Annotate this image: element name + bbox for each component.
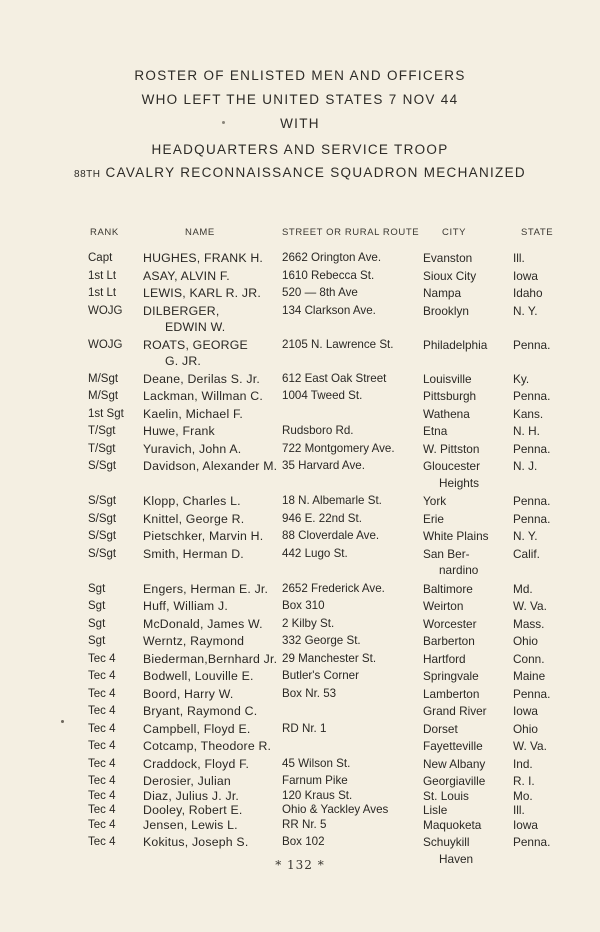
street-cell: 1610 Rebecca St. <box>282 268 375 282</box>
street-cell: 332 George St. <box>282 634 361 647</box>
rank-cell: S/Sgt <box>88 495 117 507</box>
table-row <box>0 285 600 303</box>
name-text: Bryant, Raymond C. <box>143 704 258 718</box>
city-text: Springvale <box>423 669 479 683</box>
rank-cell: Tec 4 <box>88 757 116 770</box>
rank-cell: Capt <box>88 252 113 264</box>
state-cell: N. H. <box>513 424 540 438</box>
name-text: Davidson, Alexander M. <box>143 459 278 473</box>
table-row <box>0 721 600 739</box>
state-cell: N. Y. <box>513 529 538 543</box>
header-state: STATE <box>521 227 554 238</box>
name-text: HUGHES, FRANK H. <box>143 251 264 265</box>
name-cell <box>143 423 281 440</box>
city-text: St. Louis <box>423 788 469 803</box>
rank-cell: M/Sgt <box>88 390 119 402</box>
city-text: Baltimore <box>423 581 473 596</box>
rank-cell: Tec 4 <box>88 740 116 752</box>
city-text: Pittsburgh <box>423 389 477 403</box>
roster-title-line-1: ROSTER OF ENLISTED MEN AND OFFICERS <box>134 68 466 83</box>
city-text: Maquoketa <box>423 817 482 832</box>
city-cell <box>423 441 515 458</box>
city-text: Schuykill <box>423 835 470 849</box>
state-cell: Iowa <box>513 268 538 283</box>
street-cell: RD Nr. 1 <box>282 721 327 735</box>
table-row <box>0 668 600 686</box>
name-cell <box>143 406 281 423</box>
rank-cell: Sgt <box>88 635 106 647</box>
state-cell: Ohio <box>513 721 538 736</box>
name-text: Biederman,Bernhard Jr. <box>143 651 278 666</box>
state-cell: Ind. <box>513 756 533 771</box>
city-text: New Albany <box>423 756 486 771</box>
city-text: Fayetteville <box>423 739 483 753</box>
table-row <box>0 458 600 493</box>
street-cell: 88 Cloverdale Ave. <box>282 529 380 542</box>
state-cell: Mass. <box>513 616 545 631</box>
street-cell: 2662 Orington Ave. <box>282 251 382 264</box>
table-row <box>0 633 600 651</box>
table-row <box>0 511 600 529</box>
rank-cell: 1st Lt <box>88 287 117 299</box>
city-cell <box>423 303 515 320</box>
city-text: Louisville <box>423 371 472 386</box>
name-text: Knittel, George R. <box>143 511 245 526</box>
name-text: ASAY, ALVIN F. <box>143 268 230 283</box>
rank-cell: Sgt <box>88 617 106 630</box>
street-cell: 2 Kilby St. <box>282 616 335 630</box>
city-cell <box>423 686 515 703</box>
street-cell: 722 Montgomery Ave. <box>282 441 395 455</box>
city-cell <box>423 598 515 615</box>
state-cell: Penna. <box>513 494 551 508</box>
table-row <box>0 268 600 286</box>
table-row <box>0 528 600 546</box>
name-cell <box>143 703 281 720</box>
name-cell <box>143 528 281 545</box>
name-cell <box>143 834 281 851</box>
city-cell <box>423 511 515 528</box>
rank-cell: Tec 4 <box>88 804 116 816</box>
table-row <box>0 388 600 406</box>
city-cell <box>423 371 515 388</box>
name-text: Deane, Derilas S. Jr. <box>143 371 260 386</box>
name-text: Boord, Harry W. <box>143 686 234 701</box>
street-cell: 18 N. Albemarle St. <box>282 494 382 507</box>
rank-cell: Tec 4 <box>88 705 116 717</box>
name-text: ROATS, GEORGE <box>143 337 248 352</box>
city-cell <box>423 285 515 302</box>
state-cell: Iowa <box>513 817 538 832</box>
unit-number: 88TH <box>74 169 101 180</box>
city-text: Sioux City <box>423 268 477 283</box>
street-cell: 35 Harvard Ave. <box>282 459 365 472</box>
city-text: Wathena <box>423 406 470 421</box>
city-text: Hartford <box>423 651 466 666</box>
city-cell <box>423 756 515 773</box>
city-cell <box>423 268 515 285</box>
city-text-continued: nardino <box>439 563 479 577</box>
city-cell <box>423 423 515 440</box>
state-cell: Penna. <box>513 835 551 849</box>
city-cell <box>423 703 515 720</box>
table-row <box>0 686 600 704</box>
table-row <box>0 406 600 424</box>
street-cell: 29 Manchester St. <box>282 651 377 665</box>
table-row <box>0 493 600 511</box>
city-cell <box>423 633 515 650</box>
state-cell: Penna. <box>513 389 551 403</box>
name-text: Dooley, Robert E. <box>143 803 243 817</box>
state-cell: Ky. <box>513 371 530 386</box>
street-cell: 520 — 8th Ave <box>282 286 358 299</box>
table-row <box>0 703 600 721</box>
table-row <box>0 788 600 803</box>
rank-cell: S/Sgt <box>88 547 117 560</box>
city-text: Etna <box>423 424 448 438</box>
name-cell <box>143 581 281 598</box>
table-row <box>0 817 600 835</box>
street-cell: 946 E. 22nd St. <box>282 511 362 525</box>
state-cell: W. Va. <box>513 739 547 753</box>
city-cell <box>423 668 515 685</box>
city-text: Nampa <box>423 286 462 300</box>
state-cell: Idaho <box>513 286 543 300</box>
header-rank: RANK <box>90 227 119 238</box>
table-row <box>0 423 600 441</box>
state-cell: Calif. <box>513 546 540 561</box>
city-cell <box>423 721 515 738</box>
rank-cell: M/Sgt <box>88 372 119 385</box>
name-text: Pietschker, Marvin H. <box>143 529 264 543</box>
city-cell <box>423 546 515 579</box>
name-cell <box>143 546 281 563</box>
table-row <box>0 651 600 669</box>
street-cell: 134 Clarkson Ave. <box>282 303 376 317</box>
name-cell <box>143 285 281 302</box>
roster-title-line-5 <box>0 165 600 180</box>
table-row <box>0 581 600 599</box>
state-cell: Penna. <box>513 337 551 352</box>
name-cell <box>143 756 281 773</box>
name-text: Campbell, Floyd E. <box>143 721 251 736</box>
table-row <box>0 250 600 268</box>
name-text-continued: G. JR. <box>165 354 202 368</box>
city-cell <box>423 388 515 405</box>
table-row <box>0 616 600 634</box>
header-city: CITY <box>442 227 467 238</box>
city-text: Georgiaville <box>423 774 486 788</box>
street-cell: 1004 Tweed St. <box>282 389 363 402</box>
name-text: Jensen, Lewis L. <box>143 817 238 832</box>
rank-cell: WOJG <box>88 338 123 351</box>
rank-cell: Sgt <box>88 582 106 595</box>
city-text: Lisle <box>423 803 448 817</box>
name-text: Diaz, Julius J. Jr. <box>143 788 240 803</box>
city-text: York <box>423 494 447 508</box>
name-text: McDonald, James W. <box>143 616 263 631</box>
name-cell <box>143 250 281 267</box>
city-text: Worcester <box>423 616 477 631</box>
table-row <box>0 371 600 389</box>
state-cell: Penna. <box>513 686 551 701</box>
rank-cell: Tec 4 <box>88 687 116 700</box>
city-text: Lamberton <box>423 686 480 701</box>
state-cell: Md. <box>513 581 533 596</box>
name-cell <box>143 721 281 738</box>
city-text: Erie <box>423 511 444 526</box>
state-cell: Mo. <box>513 788 533 803</box>
rank-cell: Tec 4 <box>88 775 116 787</box>
state-cell: Kans. <box>513 406 544 421</box>
state-cell: Ill. <box>513 251 525 265</box>
rank-cell: Tec 4 <box>88 670 116 682</box>
city-text: San Ber- <box>423 546 470 561</box>
city-cell <box>423 616 515 633</box>
city-text-continued: Heights <box>439 475 479 490</box>
rank-cell: T/Sgt <box>88 442 116 455</box>
name-cell <box>143 511 281 528</box>
state-cell: Penna. <box>513 441 551 456</box>
city-text: Philadelphia <box>423 337 488 352</box>
table-row <box>0 441 600 459</box>
margin-mark <box>61 720 64 723</box>
rank-cell: Tec 4 <box>88 836 116 848</box>
header-name: NAME <box>185 227 215 238</box>
roster-title-line-4: HEADQUARTERS AND SERVICE TROOP <box>151 142 449 157</box>
city-text: Dorset <box>423 721 458 736</box>
rank-cell: Tec 4 <box>88 652 116 665</box>
name-text: Craddock, Floyd F. <box>143 756 250 771</box>
state-cell: N. J. <box>513 459 538 473</box>
city-cell <box>423 528 515 545</box>
state-cell: Ohio <box>513 634 538 648</box>
roster-title-line-3: WITH <box>280 116 320 131</box>
name-cell <box>143 458 281 475</box>
rank-cell: 1st Sgt <box>88 407 124 420</box>
state-cell: Penna. <box>513 511 551 526</box>
name-cell <box>143 616 281 633</box>
table-row <box>0 802 600 817</box>
street-cell: 45 Wilson St. <box>282 756 351 770</box>
rank-cell: Tec 4 <box>88 722 116 735</box>
name-text-continued: EDWIN W. <box>165 320 226 334</box>
city-text: Brooklyn <box>423 303 469 318</box>
city-cell <box>423 458 515 491</box>
name-cell <box>143 388 281 405</box>
name-cell <box>143 303 281 336</box>
name-text: Werntz, Raymond <box>143 634 245 648</box>
city-cell <box>423 817 515 834</box>
name-text: DILBERGER, <box>143 303 220 318</box>
city-cell <box>423 581 515 598</box>
street-cell: Butler's Corner <box>282 669 359 682</box>
state-cell: W. Va. <box>513 599 547 613</box>
city-cell <box>423 337 515 354</box>
state-cell: Conn. <box>513 651 545 666</box>
state-cell: R. I. <box>513 774 535 788</box>
name-text: Kaelin, Michael F. <box>143 406 243 421</box>
name-cell <box>143 371 281 388</box>
page-number: * 132 * <box>275 858 325 872</box>
city-text: Weirton <box>423 599 464 613</box>
rank-cell: Tec 4 <box>88 789 116 802</box>
name-cell <box>143 668 281 685</box>
rank-cell: Tec 4 <box>88 818 116 831</box>
table-row <box>0 738 600 756</box>
name-text: Klopp, Charles L. <box>143 494 241 508</box>
street-cell: 612 East Oak Street <box>282 371 387 385</box>
city-text: W. Pittston <box>423 441 480 456</box>
name-cell <box>143 633 281 650</box>
name-text: Engers, Herman E. Jr. <box>143 581 269 596</box>
name-text: Bodwell, Louville E. <box>143 669 254 683</box>
rank-cell: T/Sgt <box>88 425 116 437</box>
city-text: Gloucester <box>423 459 481 473</box>
city-cell <box>423 651 515 668</box>
name-cell <box>143 817 281 834</box>
name-text: Huwe, Frank <box>143 424 215 438</box>
street-cell: Box 310 <box>282 599 325 612</box>
state-cell: Ill. <box>513 803 525 817</box>
table-row <box>0 303 600 337</box>
name-text: Huff, William J. <box>143 599 228 613</box>
rank-cell: 1st Lt <box>88 269 117 282</box>
print-speck <box>222 121 225 124</box>
header-street: STREET OR RURAL ROUTE <box>282 227 420 238</box>
street-cell: 442 Lugo St. <box>282 546 348 560</box>
table-row <box>0 546 600 581</box>
street-cell: 120 Kraus St. <box>282 788 353 802</box>
rank-cell: WOJG <box>88 304 123 317</box>
name-text: Cotcamp, Theodore R. <box>143 739 272 753</box>
table-row <box>0 598 600 616</box>
street-cell: Ohio & Yackley Aves <box>282 803 389 816</box>
street-cell: Farnum Pike <box>282 774 348 787</box>
name-cell <box>143 493 281 510</box>
table-row <box>0 756 600 774</box>
city-cell <box>423 493 515 510</box>
name-text: Derosier, Julian <box>143 774 231 788</box>
name-cell <box>143 738 281 755</box>
table-row <box>0 337 600 371</box>
city-cell <box>423 406 515 423</box>
table-row <box>0 773 600 788</box>
city-text: White Plains <box>423 529 489 543</box>
name-cell <box>143 651 281 668</box>
street-cell: 2105 N. Lawrence St. <box>282 337 394 351</box>
name-cell <box>143 598 281 615</box>
rank-cell: S/Sgt <box>88 512 117 525</box>
name-cell <box>143 337 281 370</box>
rank-cell: S/Sgt <box>88 460 117 472</box>
street-cell: RR Nr. 5 <box>282 817 327 831</box>
rank-cell: Sgt <box>88 600 106 612</box>
street-cell: 2652 Frederick Ave. <box>282 581 385 595</box>
roster-table <box>0 250 600 868</box>
name-cell <box>143 268 281 285</box>
name-text: Smith, Herman D. <box>143 546 244 561</box>
street-cell: Box 102 <box>282 835 325 848</box>
name-text: Kokitus, Joseph S. <box>143 835 249 849</box>
city-text-continued: Haven <box>439 851 474 866</box>
street-cell: Box Nr. 53 <box>282 686 337 700</box>
state-cell: Iowa <box>513 704 538 718</box>
city-text: Barberton <box>423 634 475 648</box>
rank-cell: S/Sgt <box>88 530 117 542</box>
city-cell <box>423 250 515 267</box>
name-cell <box>143 686 281 703</box>
state-cell: N. Y. <box>513 303 538 318</box>
name-text: Yuravich, John A. <box>143 441 242 456</box>
city-text: Evanston <box>423 251 473 265</box>
city-cell <box>423 738 515 755</box>
unit-name: CAVALRY RECONNAISSANCE SQUADRON MECHANIZED <box>100 165 526 180</box>
state-cell: Maine <box>513 669 546 683</box>
name-text: Lackman, Willman C. <box>143 389 263 403</box>
name-text: LEWIS, KARL R. JR. <box>143 286 261 300</box>
roster-title-line-2: WHO LEFT THE UNITED STATES 7 NOV 44 <box>141 92 459 107</box>
city-text: Grand River <box>423 704 487 718</box>
name-cell <box>143 441 281 458</box>
street-cell: Rudsboro Rd. <box>282 424 354 437</box>
